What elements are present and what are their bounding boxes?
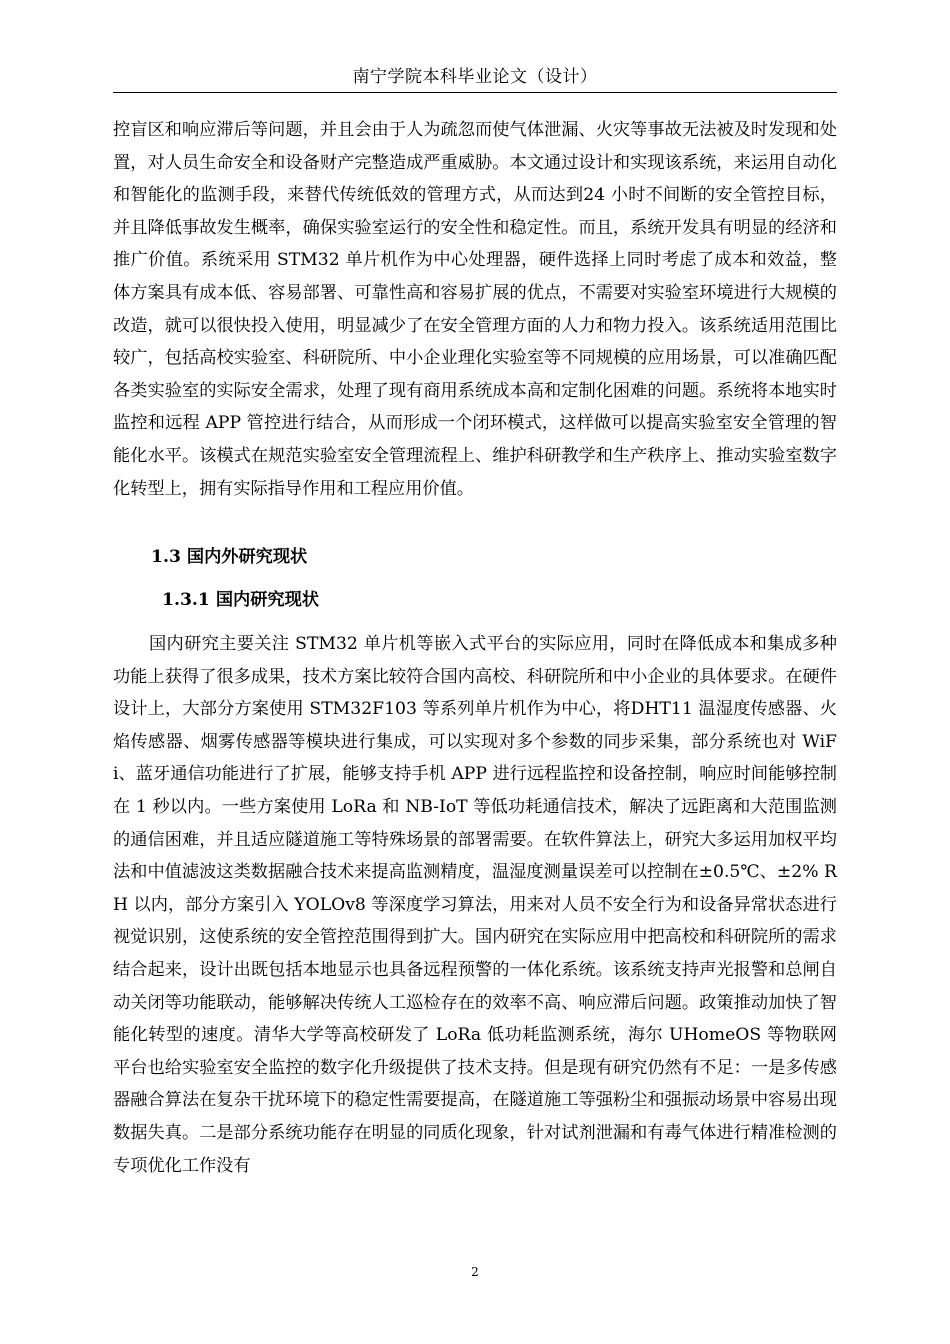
page-number: 2 — [471, 1265, 479, 1279]
header-rule — [113, 92, 837, 93]
section-heading: 1.3 国内外研究现状 — [151, 547, 308, 567]
paragraph-significance: 控盲区和响应滞后等问题，并且会由于人为疏忽而使气体泄漏、火灾等事故无法被及时发现和处置，对人员生命安全和设备财产完整造成严重威胁。本文通过设计和实现该系统，来运用自动化和智能化的监测手段，来替代传统低效的管理方式，从而达到24 小时不间断的安全管控目标，并且降低事故发生概率，确保实验室运行的安全性和稳定性。而且，系统开发具有明显的经济和推广价值。系统采用 STM32 单片机作为中心处理器，硬件选择上同时考虑了成本和效益，整体方案具有成本低、容易部署、可靠性高和容易扩展的优点，不需要对实验室环境进行大规模的改造，就可以很快投入使用，明显减少了在安全管理方面的人力和物力投入。该系统适用范围比较广，包括高校实验室、科研院所、中小企业理化实验室等不同规模的应用场景，可以准确匹配各类实验室的实际安全需求，处理了现有商用系统成本高和定制化困难的问题。系统将本地实时监控和远程 APP 管控进行结合，从而形成一个闭环模式，这样做可以提高实验室安全管理的智能化水平。该模式在规范实验室安全管理流程上、维护科研教学和生产秩序上、推动实验室数字化转型上，拥有实际指导作用和工程应用价值。 — [113, 120, 837, 499]
running-header: 南宁学院本科毕业论文（设计） — [352, 67, 598, 87]
subsection-heading: 1.3.1 国内研究现状 — [162, 590, 319, 610]
paragraph-domestic-research: 国内研究主要关注 STM32 单片机等嵌入式平台的实际应用，同时在降低成本和集成多种功能上获得了很多成果，技术方案比较符合国内高校、科研院所和中小企业的具体要求。在硬件设计上，大部分方案使用 STM32F103 等系列单片机作为中心，将DHT11 温湿度传感器、火焰传感器、烟雾传感器等模块进行集成，可以实现对多个参数的同步采集，部分系统也对 WiFi、蓝牙通信功能进行了扩展，能够支持手机 APP 进行远程监控和设备控制，响应时间能够控制在 1 秒以内。一些方案使用 LoRa 和 NB-IoT 等低功耗通信技术，解决了远距离和大范围监测的通信困难，并且适应隧道施工等特殊场景的部署需要。在软件算法上，研究大多运用加权平均法和中值滤波这类数据融合技术来提高监测精度，温湿度测量误差可以控制在±0.5℃、±2% RH 以内，部分方案引入 YOLOv8 等深度学习算法，用来对人员不安全行为和设备异常状态进行视觉识别，这使系统的安全管控范围得到扩大。国内研究在实际应用中把高校和科研院所的需求结合起来，设计出既包括本地显示也具备远程预警的一体化系统。该系统支持声光报警和总闸自动关闭等功能联动，能够解决传统人工巡检存在的效率不高、响应滞后问题。政策推动加快了智能化转型的速度。清华大学等高校研发了 LoRa 低功耗监测系统，海尔 UHomeOS 等物联网平台也给实验室安全监控的数字化升级提供了技术支持。但是现有研究仍然有不足：一是多传感器融合算法在复杂干扰环境下的稳定性需要提高，在隧道施工等强粉尘和强振动场景中容易出现数据失真。二是部分系统功能存在明显的同质化现象，针对试剂泄漏和有毒气体进行精准检测的专项优化工作没有 — [113, 634, 837, 1176]
